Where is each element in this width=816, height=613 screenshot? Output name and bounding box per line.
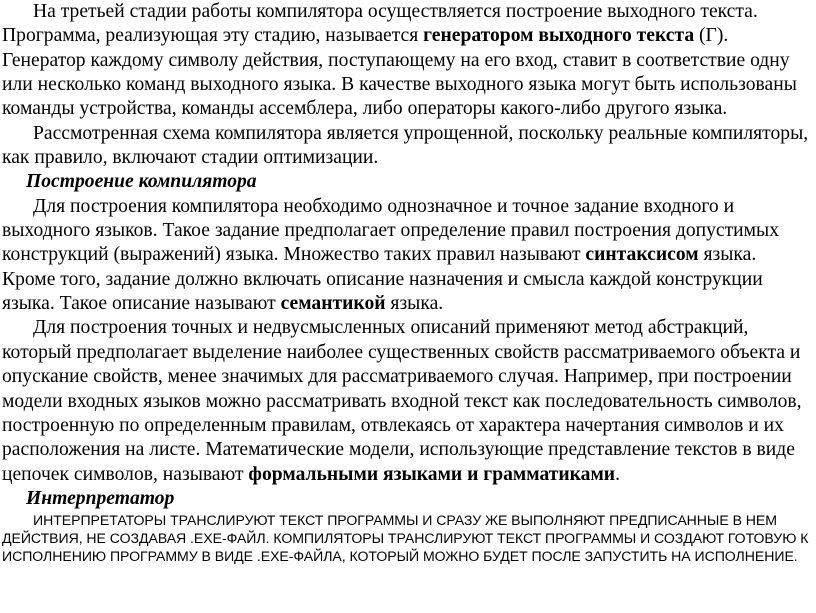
- paragraph-interpreters-uppercase: ИНТЕРПРЕТАТОРЫ ТРАНСЛИРУЮТ ТЕКСТ ПРОГРАММЫ И СРАЗУ ЖЕ ВЫПОЛНЯЮТ ПРЕДПИСАННЫЕ В НЕМ ДЕЙСТВИЯ, НЕ СОЗДАВАЯ .EXE-ФАЙЛ. КОМПИЛЯТОРЫ ТРАНСЛИРУЮТ ТЕКСТ ПРОГРАММЫ И СОЗДАЮТ ГОТОВУЮ К ИСПОЛНЕНИЮ ПРОГРАММУ В ВИДЕ .EXE-ФАЙЛА, КОТОРЫЙ МОЖНО БУДЕТ ПОСЛЕ ЗАПУСТИТЬ НА ИСПОЛНЕНИЕ.: [2, 512, 809, 565]
- paragraph-syntax-text-a: Для построения компилятора необходимо однозначное и точное задание входного и выходного языков. Такое задание предполагает определение правил построения допустимых конструкций (выражений) языка. Множество таких правил называют: [2, 195, 780, 266]
- paragraph-generator: [2, 0, 814, 122]
- paragraph-syntax-text-e: языка.: [385, 293, 444, 315]
- paragraph-syntax-semantics: [2, 195, 814, 317]
- paragraph-generator-text-c: (Г). Генератор каждому символу действия, поступающему на его вход, ставит в соответствие одну или несколько команд выходного языка. В качестве выходного языка могут быть использованы команды устройства, команды ассемблера, либо операторы какого-либо другого языка.: [2, 25, 797, 120]
- term-semantics: семантикой: [280, 293, 386, 315]
- paragraph-abstraction: [2, 316, 814, 486]
- paragraph-syntax-text-c: языка. Кроме того, задание должно включать описание назначения и смысла каждой конструкции языка. Такое описание называют: [2, 244, 763, 315]
- document-body: [2, 0, 814, 566]
- paragraph-abstraction-text-a: Для построения точных и недвусмысленных описаний применяют метод абстракций, который предполагает выделение наиболее существенных свойств рассматриваемого объекта и опускание свойств, менее значимых для рассматриваемого случая. Например, при построении модели входных языков можно рассматривать входной текст как последовательность символов, построенную по определенным правилам, отвлекаясь от характера начертания символов и их расположения на листе. Математические модели, использующие представление текстов в виде цепочек символов, называют: [2, 317, 802, 485]
- term-output-generator: генератором выходного текста: [423, 25, 695, 47]
- paragraph-generator-text-a: На третьей стадии работы компилятора осуществляется построение выходного текста. Программа, реализующая эту стадию, называется: [2, 1, 758, 47]
- paragraph-abstraction-text-c: .: [615, 463, 620, 485]
- paragraph-simplified-scheme: Рассмотренная схема компилятора является упрощенной, поскольку реальные компиляторы, как правило, включают стадии оптимизации.: [2, 122, 809, 169]
- heading-interpreter: Интерпретатор: [26, 487, 175, 509]
- heading-compiler-construction: Построение компилятора: [26, 171, 257, 193]
- term-syntax: синтаксисом: [585, 244, 699, 266]
- term-formal-languages: формальными языками и грамматиками: [248, 463, 616, 485]
